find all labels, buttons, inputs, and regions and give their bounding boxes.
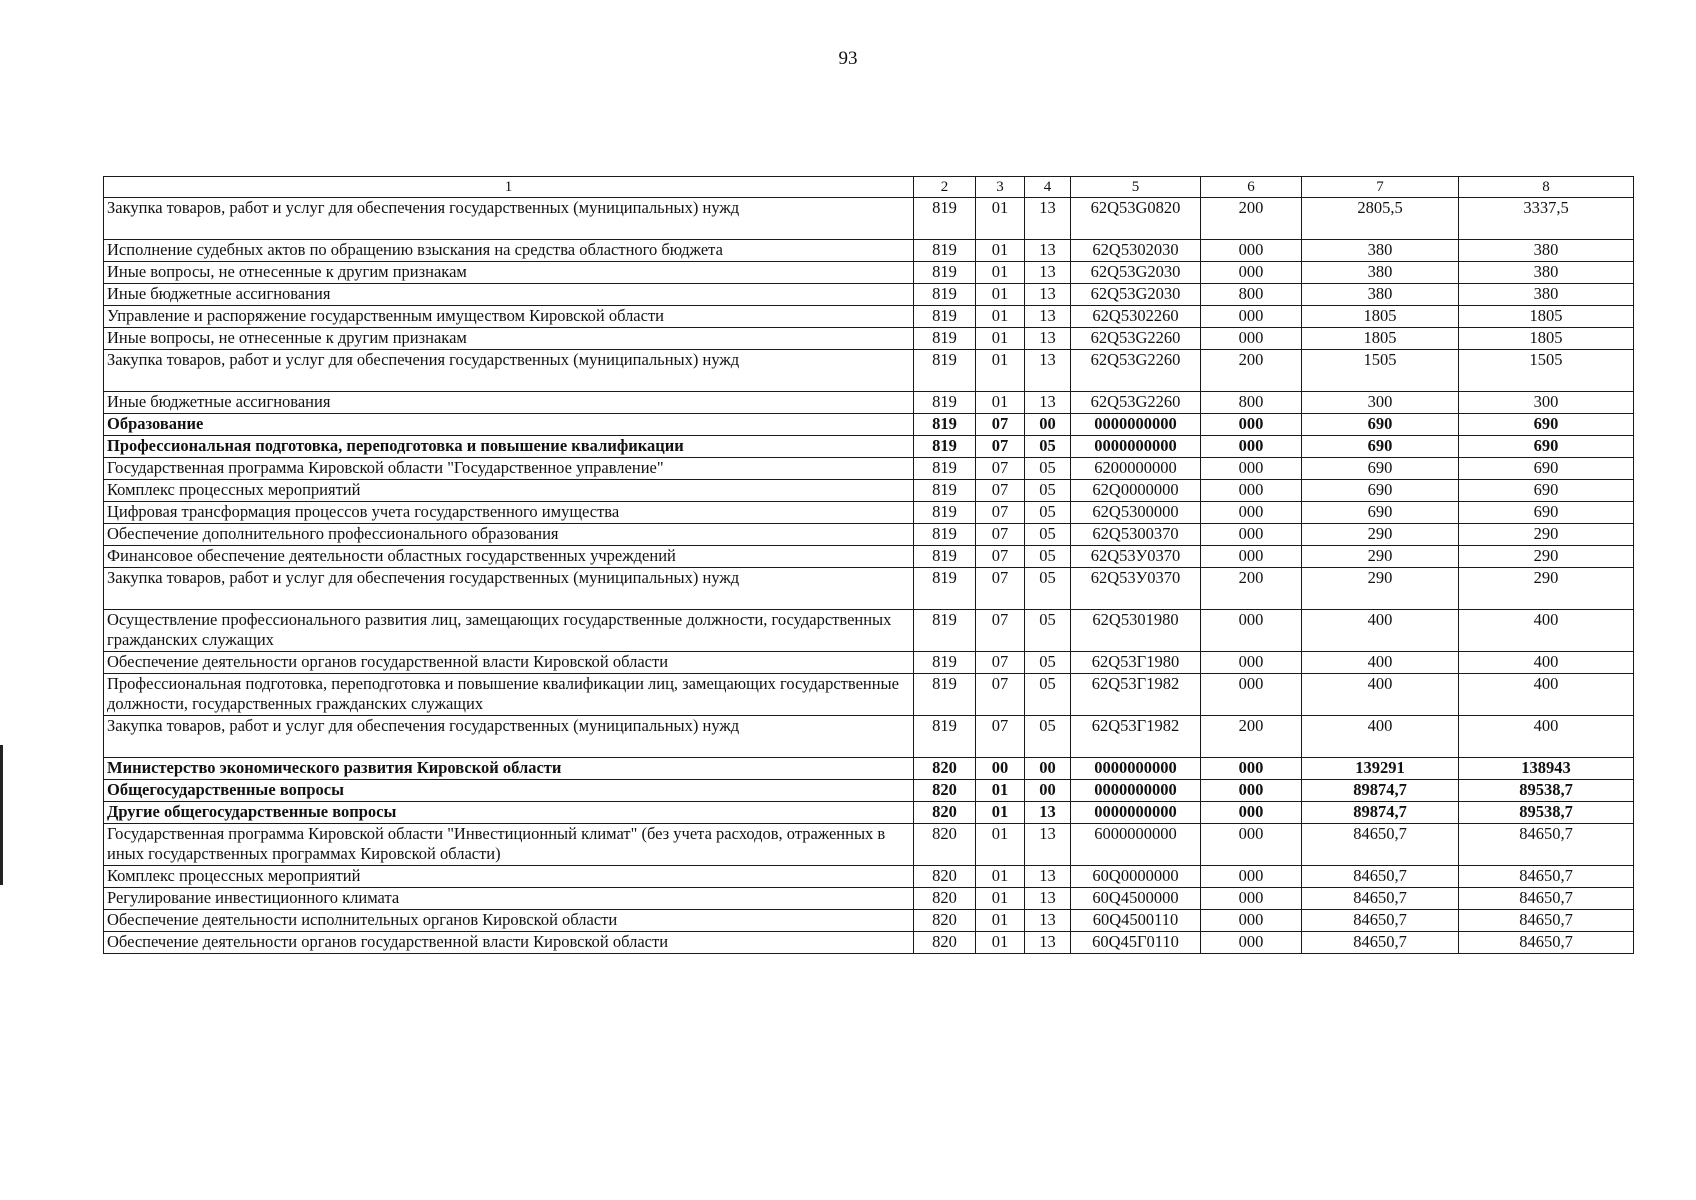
row-label: Осуществление профессионального развития лиц, замещающих государственные должности, государственных гражданских служащих: [104, 610, 914, 652]
table-row: [104, 932, 1634, 954]
section-code: 01: [976, 328, 1025, 350]
table-row: [104, 350, 1634, 392]
amount-col-7: 89874,7: [1302, 802, 1459, 824]
expense-type-code: 000: [1201, 436, 1302, 458]
table-row: [104, 328, 1634, 350]
row-label: Комплекс процессных мероприятий: [104, 866, 914, 888]
section-code: 07: [976, 480, 1025, 502]
admin-code: 819: [914, 436, 976, 458]
amount-col-7: 690: [1302, 414, 1459, 436]
table-row: [104, 458, 1634, 480]
amount-col-7: 290: [1302, 568, 1459, 610]
amount-col-7: 380: [1302, 284, 1459, 306]
admin-code: 819: [914, 240, 976, 262]
row-label: Регулирование инвестиционного климата: [104, 888, 914, 910]
amount-col-8: 84650,7: [1459, 824, 1634, 866]
amount-col-7: 690: [1302, 502, 1459, 524]
amount-col-8: 1505: [1459, 350, 1634, 392]
row-label: Управление и распоряжение государственным имуществом Кировской области: [104, 306, 914, 328]
subsection-code: 00: [1025, 758, 1071, 780]
admin-code: 819: [914, 652, 976, 674]
target-article-code: 62Q5301980: [1071, 610, 1201, 652]
column-header: 2: [914, 177, 976, 198]
amount-col-7: 400: [1302, 652, 1459, 674]
target-article-code: 0000000000: [1071, 414, 1201, 436]
admin-code: 820: [914, 780, 976, 802]
row-label: Профессиональная подготовка, переподготовка и повышение квалификации лиц, замещающих государственные должности, государственных гражданских служащих: [104, 674, 914, 716]
target-article-code: 62Q53G2260: [1071, 392, 1201, 414]
table-row: [104, 802, 1634, 824]
admin-code: 819: [914, 198, 976, 240]
target-article-code: 62Q53G2030: [1071, 284, 1201, 306]
amount-col-7: 84650,7: [1302, 824, 1459, 866]
section-code: 07: [976, 546, 1025, 568]
amount-col-8: 400: [1459, 610, 1634, 652]
target-article-code: 62Q5300000: [1071, 502, 1201, 524]
admin-code: 820: [914, 824, 976, 866]
section-code: 07: [976, 568, 1025, 610]
row-label: Другие общегосударственные вопросы: [104, 802, 914, 824]
target-article-code: 62Q0000000: [1071, 480, 1201, 502]
expense-type-code: 800: [1201, 284, 1302, 306]
amount-col-7: 2805,5: [1302, 198, 1459, 240]
expense-type-code: 000: [1201, 780, 1302, 802]
target-article-code: 60Q4500000: [1071, 888, 1201, 910]
table-row: [104, 568, 1634, 610]
admin-code: 819: [914, 716, 976, 758]
amount-col-8: 290: [1459, 546, 1634, 568]
budget-table: [103, 176, 1634, 954]
subsection-code: 05: [1025, 458, 1071, 480]
amount-col-8: 138943: [1459, 758, 1634, 780]
table-row: [104, 652, 1634, 674]
section-code: 01: [976, 392, 1025, 414]
section-code: 01: [976, 910, 1025, 932]
section-code: 07: [976, 414, 1025, 436]
table-row: [104, 414, 1634, 436]
subsection-code: 13: [1025, 910, 1071, 932]
amount-col-7: 84650,7: [1302, 888, 1459, 910]
amount-col-8: 300: [1459, 392, 1634, 414]
amount-col-7: 400: [1302, 716, 1459, 758]
subsection-code: 05: [1025, 436, 1071, 458]
table-row: [104, 610, 1634, 652]
subsection-code: 05: [1025, 502, 1071, 524]
section-code: 01: [976, 198, 1025, 240]
expense-type-code: 000: [1201, 306, 1302, 328]
admin-code: 819: [914, 480, 976, 502]
admin-code: 819: [914, 502, 976, 524]
column-header: 7: [1302, 177, 1459, 198]
target-article-code: 62Q53G0820: [1071, 198, 1201, 240]
subsection-code: 13: [1025, 866, 1071, 888]
table-row: [104, 436, 1634, 458]
target-article-code: 60Q0000000: [1071, 866, 1201, 888]
subsection-code: 13: [1025, 824, 1071, 866]
scan-edge-mark: [0, 745, 3, 885]
expense-type-code: 000: [1201, 262, 1302, 284]
table-row: [104, 306, 1634, 328]
target-article-code: 62Q5300370: [1071, 524, 1201, 546]
target-article-code: 62Q5302030: [1071, 240, 1201, 262]
amount-col-8: 690: [1459, 480, 1634, 502]
row-label: Государственная программа Кировской области "Инвестиционный климат" (без учета расходов, отраженных в иных государственных программах Кировской области): [104, 824, 914, 866]
target-article-code: 6000000000: [1071, 824, 1201, 866]
amount-col-7: 690: [1302, 436, 1459, 458]
table-row: [104, 888, 1634, 910]
amount-col-7: 290: [1302, 524, 1459, 546]
target-article-code: 62Q5302260: [1071, 306, 1201, 328]
expense-type-code: 000: [1201, 758, 1302, 780]
section-code: 01: [976, 780, 1025, 802]
section-code: 07: [976, 524, 1025, 546]
admin-code: 820: [914, 866, 976, 888]
table-row: [104, 284, 1634, 306]
table-row: [104, 716, 1634, 758]
row-label: Общегосударственные вопросы: [104, 780, 914, 802]
target-article-code: 6200000000: [1071, 458, 1201, 480]
subsection-code: 05: [1025, 524, 1071, 546]
target-article-code: 0000000000: [1071, 758, 1201, 780]
amount-col-8: 400: [1459, 716, 1634, 758]
subsection-code: 13: [1025, 306, 1071, 328]
expense-type-code: 000: [1201, 240, 1302, 262]
amount-col-7: 400: [1302, 610, 1459, 652]
section-code: 01: [976, 866, 1025, 888]
target-article-code: 62Q53Г1982: [1071, 716, 1201, 758]
expense-type-code: 200: [1201, 350, 1302, 392]
admin-code: 819: [914, 328, 976, 350]
expense-type-code: 000: [1201, 866, 1302, 888]
amount-col-8: 400: [1459, 652, 1634, 674]
column-header: 5: [1071, 177, 1201, 198]
section-code: 01: [976, 262, 1025, 284]
expense-type-code: 200: [1201, 716, 1302, 758]
expense-type-code: 000: [1201, 610, 1302, 652]
target-article-code: 0000000000: [1071, 780, 1201, 802]
subsection-code: 05: [1025, 610, 1071, 652]
page-number: 93: [838, 48, 858, 69]
section-code: 07: [976, 716, 1025, 758]
table-row: [104, 866, 1634, 888]
amount-col-7: 89874,7: [1302, 780, 1459, 802]
expense-type-code: 200: [1201, 198, 1302, 240]
section-code: 01: [976, 350, 1025, 392]
amount-col-8: 3337,5: [1459, 198, 1634, 240]
table-row: [104, 780, 1634, 802]
column-header: 8: [1459, 177, 1634, 198]
admin-code: 820: [914, 802, 976, 824]
admin-code: 819: [914, 546, 976, 568]
admin-code: 819: [914, 674, 976, 716]
target-article-code: 62Q53G2030: [1071, 262, 1201, 284]
table-body: [104, 198, 1634, 954]
target-article-code: 0000000000: [1071, 802, 1201, 824]
target-article-code: 62Q53G2260: [1071, 350, 1201, 392]
row-label: Комплекс процессных мероприятий: [104, 480, 914, 502]
admin-code: 819: [914, 284, 976, 306]
row-label: Закупка товаров, работ и услуг для обеспечения государственных (муниципальных) нужд: [104, 350, 914, 392]
column-header: 6: [1201, 177, 1302, 198]
amount-col-7: 290: [1302, 546, 1459, 568]
amount-col-8: 84650,7: [1459, 910, 1634, 932]
amount-col-7: 380: [1302, 262, 1459, 284]
row-label: Финансовое обеспечение деятельности областных государственных учреждений: [104, 546, 914, 568]
section-code: 01: [976, 306, 1025, 328]
subsection-code: 13: [1025, 328, 1071, 350]
expense-type-code: 000: [1201, 888, 1302, 910]
section-code: 07: [976, 436, 1025, 458]
amount-col-8: 400: [1459, 674, 1634, 716]
row-label: Закупка товаров, работ и услуг для обеспечения государственных (муниципальных) нужд: [104, 716, 914, 758]
row-label: Цифровая трансформация процессов учета государственного имущества: [104, 502, 914, 524]
amount-col-8: 290: [1459, 524, 1634, 546]
expense-type-code: 800: [1201, 392, 1302, 414]
amount-col-7: 84650,7: [1302, 910, 1459, 932]
subsection-code: 05: [1025, 674, 1071, 716]
expense-type-code: 000: [1201, 546, 1302, 568]
amount-col-7: 690: [1302, 480, 1459, 502]
amount-col-8: 690: [1459, 458, 1634, 480]
admin-code: 820: [914, 758, 976, 780]
subsection-code: 05: [1025, 480, 1071, 502]
row-label: Обеспечение деятельности исполнительных органов Кировской области: [104, 910, 914, 932]
admin-code: 820: [914, 888, 976, 910]
subsection-code: 13: [1025, 888, 1071, 910]
amount-col-8: 380: [1459, 240, 1634, 262]
subsection-code: 13: [1025, 932, 1071, 954]
table-row: [104, 824, 1634, 866]
amount-col-7: 380: [1302, 240, 1459, 262]
section-code: 07: [976, 458, 1025, 480]
subsection-code: 05: [1025, 716, 1071, 758]
section-code: 07: [976, 502, 1025, 524]
expense-type-code: 000: [1201, 328, 1302, 350]
subsection-code: 05: [1025, 568, 1071, 610]
table-row: [104, 262, 1634, 284]
target-article-code: 62Q53G2260: [1071, 328, 1201, 350]
row-label: Исполнение судебных актов по обращению взыскания на средства областного бюджета: [104, 240, 914, 262]
column-header: 3: [976, 177, 1025, 198]
target-article-code: 0000000000: [1071, 436, 1201, 458]
table-row: [104, 546, 1634, 568]
amount-col-8: 380: [1459, 262, 1634, 284]
amount-col-8: 84650,7: [1459, 932, 1634, 954]
admin-code: 819: [914, 306, 976, 328]
row-label: Образование: [104, 414, 914, 436]
amount-col-8: 380: [1459, 284, 1634, 306]
amount-col-7: 84650,7: [1302, 932, 1459, 954]
target-article-code: 60Q4500110: [1071, 910, 1201, 932]
expense-type-code: 000: [1201, 458, 1302, 480]
admin-code: 819: [914, 262, 976, 284]
expense-type-code: 000: [1201, 674, 1302, 716]
subsection-code: 13: [1025, 284, 1071, 306]
admin-code: 819: [914, 350, 976, 392]
table-row: [104, 392, 1634, 414]
amount-col-8: 84650,7: [1459, 888, 1634, 910]
table-row: [104, 480, 1634, 502]
table-row: [104, 198, 1634, 240]
subsection-code: 00: [1025, 780, 1071, 802]
section-code: 01: [976, 824, 1025, 866]
admin-code: 819: [914, 524, 976, 546]
expense-type-code: 200: [1201, 568, 1302, 610]
target-article-code: 60Q45Г0110: [1071, 932, 1201, 954]
expense-type-code: 000: [1201, 414, 1302, 436]
admin-code: 819: [914, 392, 976, 414]
column-header: 4: [1025, 177, 1071, 198]
section-code: 07: [976, 652, 1025, 674]
table-row: [104, 240, 1634, 262]
section-code: 01: [976, 284, 1025, 306]
expense-type-code: 000: [1201, 910, 1302, 932]
expense-type-code: 000: [1201, 824, 1302, 866]
amount-col-7: 400: [1302, 674, 1459, 716]
amount-col-8: 690: [1459, 414, 1634, 436]
row-label: Закупка товаров, работ и услуг для обеспечения государственных (муниципальных) нужд: [104, 198, 914, 240]
row-label: Иные бюджетные ассигнования: [104, 392, 914, 414]
amount-col-8: 290: [1459, 568, 1634, 610]
amount-col-8: 84650,7: [1459, 866, 1634, 888]
section-code: 01: [976, 888, 1025, 910]
table-row: [104, 910, 1634, 932]
section-code: 00: [976, 758, 1025, 780]
admin-code: 820: [914, 932, 976, 954]
amount-col-7: 1805: [1302, 328, 1459, 350]
subsection-code: 13: [1025, 392, 1071, 414]
section-code: 01: [976, 802, 1025, 824]
amount-col-8: 1805: [1459, 306, 1634, 328]
row-label: Иные вопросы, не отнесенные к другим признакам: [104, 328, 914, 350]
expense-type-code: 000: [1201, 480, 1302, 502]
expense-type-code: 000: [1201, 802, 1302, 824]
amount-col-7: 300: [1302, 392, 1459, 414]
expense-type-code: 000: [1201, 932, 1302, 954]
row-label: Иные бюджетные ассигнования: [104, 284, 914, 306]
expense-type-code: 000: [1201, 652, 1302, 674]
subsection-code: 05: [1025, 546, 1071, 568]
subsection-code: 13: [1025, 262, 1071, 284]
amount-col-7: 1505: [1302, 350, 1459, 392]
section-code: 01: [976, 932, 1025, 954]
row-label: Обеспечение деятельности органов государственной власти Кировской области: [104, 932, 914, 954]
subsection-code: 13: [1025, 350, 1071, 392]
row-label: Иные вопросы, не отнесенные к другим признакам: [104, 262, 914, 284]
amount-col-8: 89538,7: [1459, 802, 1634, 824]
subsection-code: 13: [1025, 802, 1071, 824]
admin-code: 820: [914, 910, 976, 932]
expense-type-code: 000: [1201, 502, 1302, 524]
amount-col-8: 89538,7: [1459, 780, 1634, 802]
expense-type-code: 000: [1201, 524, 1302, 546]
admin-code: 819: [914, 414, 976, 436]
target-article-code: 62Q53Г1980: [1071, 652, 1201, 674]
subsection-code: 00: [1025, 414, 1071, 436]
amount-col-8: 690: [1459, 502, 1634, 524]
table-row: [104, 502, 1634, 524]
row-label: Министерство экономического развития Кировской области: [104, 758, 914, 780]
amount-col-7: 690: [1302, 458, 1459, 480]
table-row: [104, 524, 1634, 546]
row-label: Закупка товаров, работ и услуг для обеспечения государственных (муниципальных) нужд: [104, 568, 914, 610]
admin-code: 819: [914, 458, 976, 480]
section-code: 01: [976, 240, 1025, 262]
subsection-code: 05: [1025, 652, 1071, 674]
subsection-code: 13: [1025, 240, 1071, 262]
section-code: 07: [976, 610, 1025, 652]
amount-col-8: 1805: [1459, 328, 1634, 350]
amount-col-8: 690: [1459, 436, 1634, 458]
row-label: Обеспечение дополнительного профессионального образования: [104, 524, 914, 546]
column-header: 1: [104, 177, 914, 198]
section-code: 07: [976, 674, 1025, 716]
admin-code: 819: [914, 568, 976, 610]
table-row: [104, 758, 1634, 780]
row-label: Государственная программа Кировской области "Государственное управление": [104, 458, 914, 480]
target-article-code: 62Q53У0370: [1071, 546, 1201, 568]
row-label: Профессиональная подготовка, переподготовка и повышение квалификации: [104, 436, 914, 458]
amount-col-7: 1805: [1302, 306, 1459, 328]
row-label: Обеспечение деятельности органов государственной власти Кировской области: [104, 652, 914, 674]
subsection-code: 13: [1025, 198, 1071, 240]
admin-code: 819: [914, 610, 976, 652]
target-article-code: 62Q53У0370: [1071, 568, 1201, 610]
target-article-code: 62Q53Г1982: [1071, 674, 1201, 716]
table-row: [104, 674, 1634, 716]
column-number-row: [104, 177, 1634, 198]
amount-col-7: 84650,7: [1302, 866, 1459, 888]
amount-col-7: 139291: [1302, 758, 1459, 780]
